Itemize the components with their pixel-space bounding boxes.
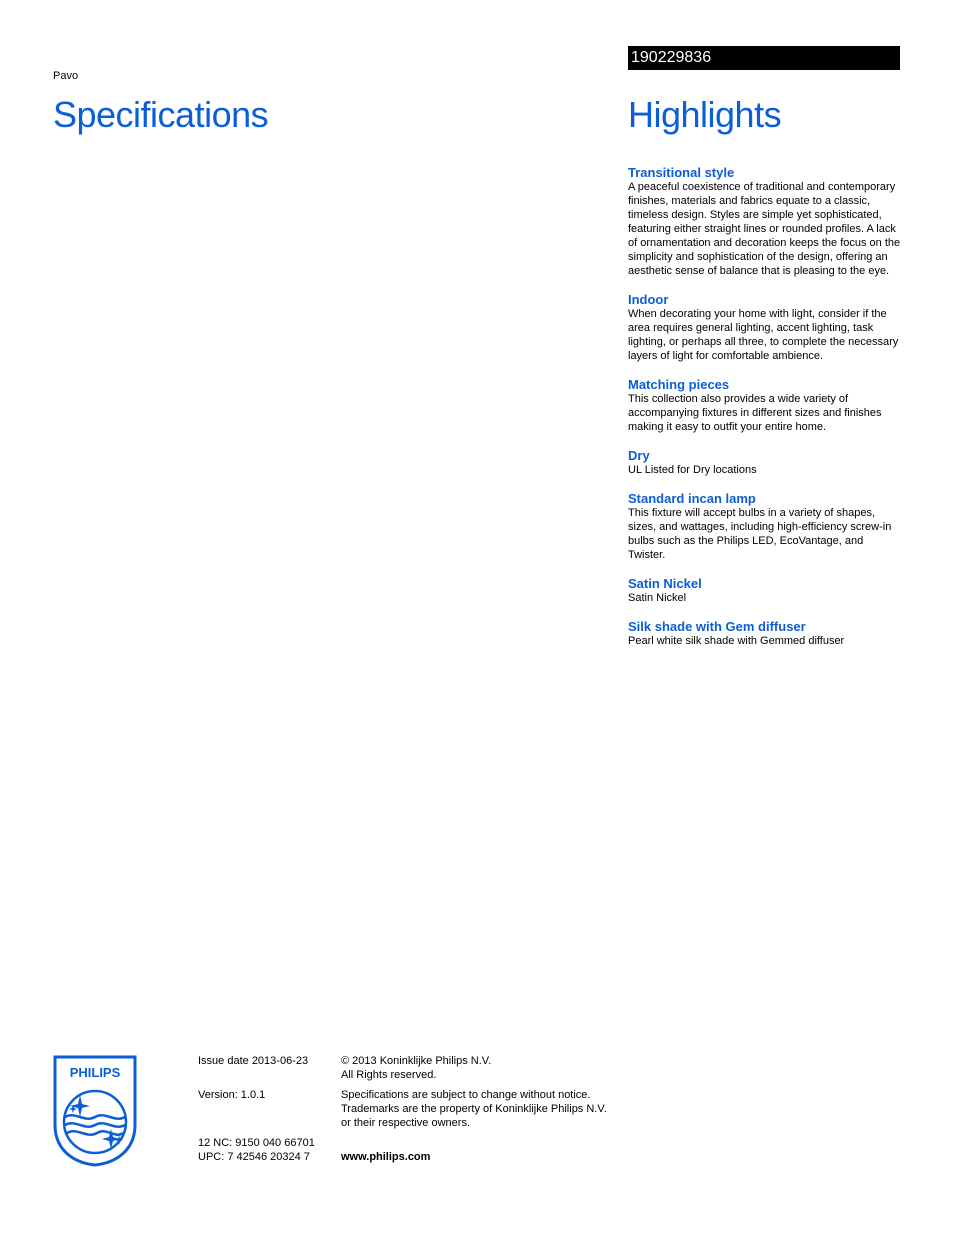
nc-number: 12 NC: 9150 040 66701 (198, 1137, 315, 1149)
highlight-body: This fixture will accept bulbs in a variety of shapes, sizes, and wattages, including high-efficiency screw-in bulbs such as the Philips LED, EcoVantage, and Twister. (628, 507, 892, 561)
highlight-body: UL Listed for Dry locations (628, 464, 757, 476)
upc-number: UPC: 7 42546 20324 7 (198, 1151, 310, 1163)
highlight-item (628, 576, 903, 605)
highlight-title: Standard incan lamp (628, 491, 756, 506)
specifications-title: Specifications (53, 94, 269, 135)
highlight-body: Pearl white silk shade with Gemmed diffuser (628, 635, 845, 647)
highlight-item (628, 619, 903, 648)
highlight-title: Transitional style (628, 165, 735, 180)
rights: All Rights reserved. (341, 1069, 437, 1081)
highlight-title: Matching pieces (628, 377, 730, 392)
highlight-title: Silk shade with Gem diffuser (628, 619, 806, 634)
highlight-title: Satin Nickel (628, 576, 702, 591)
philips-shield-logo (53, 1055, 137, 1167)
highlights-list (628, 165, 903, 662)
footer-legal (341, 1054, 621, 1164)
product-name: Pavo (53, 70, 79, 82)
highlight-item (628, 377, 903, 434)
logo-wordmark: PHILIPS (69, 1065, 121, 1080)
product-code-bar: 190229836 (628, 46, 900, 70)
notice-line: Specifications are subject to change without notice. (341, 1089, 591, 1101)
highlight-item (628, 292, 903, 363)
notice-line: Trademarks are the property of Koninklijke Philips N.V. (341, 1103, 607, 1115)
highlights-title: Highlights (628, 94, 782, 135)
highlight-body: A peaceful coexistence of traditional and contemporary finishes, materials and fabrics equate to a classic, timeless design. Styles are simple yet sophisticated, featuring either straight lines or rounded profiles. A lack of ornamentation and decoration keeps the focus on the simplicity and sophistication of the design, offering an aesthetic sense of balance that is pleasing to the eye. (628, 181, 901, 277)
highlight-item (628, 491, 903, 562)
highlight-item (628, 448, 903, 477)
footer-meta (198, 1054, 328, 1164)
website-link[interactable]: www.philips.com (341, 1151, 431, 1163)
copyright: © 2013 Koninklijke Philips N.V. (341, 1055, 492, 1067)
highlight-title: Indoor (628, 292, 669, 307)
highlight-item (628, 165, 903, 278)
highlight-body: When decorating your home with light, consider if the area requires general lighting, accent lighting, task lighting, or perhaps all three, to complete the necessary layers of light for comfortable ambience. (628, 308, 899, 362)
highlight-body: This collection also provides a wide variety of accompanying fixtures in different sizes and finishes making it easy to outfit your entire home. (628, 393, 882, 433)
version: Version: 1.0.1 (198, 1089, 266, 1101)
notice-line: or their respective owners. (341, 1117, 470, 1129)
highlight-body: Satin Nickel (628, 592, 687, 604)
issue-date: Issue date 2013-06-23 (198, 1055, 309, 1067)
highlight-title: Dry (628, 448, 650, 463)
